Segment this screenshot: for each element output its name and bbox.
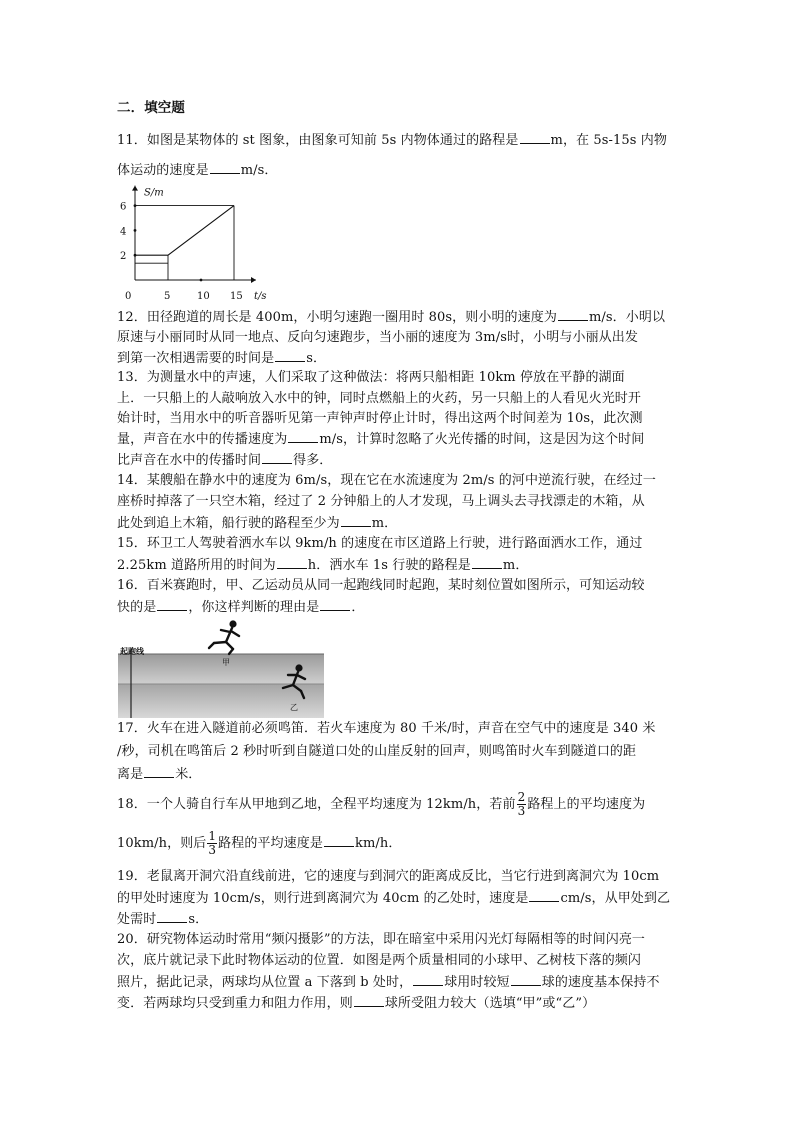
y-axis-label: S/m [144,187,164,199]
start-line-label: 起跑线 [120,646,144,656]
question-19-line-2 [117,889,670,908]
question-13-line-5 [117,451,332,470]
answer-blank[interactable] [210,161,240,174]
answer-blank[interactable] [354,994,384,1007]
q19-text: s． [188,912,209,927]
race-figure [118,618,324,718]
q20-text: 球所受阻力较大（选填“甲”或“乙”） [384,996,596,1011]
question-14-line-1: 14．某艘船在静水中的速度为 6m/s，现在它在水流速度为 2m/s 的河中逆流行驶，在经过一 [117,473,656,488]
question-20-line-4 [117,994,595,1013]
question-18-line-1 [117,791,645,819]
question-13-line-4 [117,430,644,449]
y-axis-arrow-icon [132,186,138,191]
q13-text: m/s，计算时忽略了火光传播的时间，这是因为这个时间 [319,432,645,447]
answer-blank[interactable] [472,556,502,569]
x-axis-label: t/s [254,291,267,302]
answer-blank[interactable] [277,556,307,569]
fraction-numerator: 1 [208,829,217,843]
question-20-line-1: 20．研究物体运动时常用“频闪摄影”的方法，即在暗室中采用闪光灯每隔相等的时间闪亮一 [117,932,646,947]
answer-blank[interactable] [529,889,559,902]
question-12-line-3 [117,349,326,368]
x-tick-label: 10 [197,291,210,302]
answer-blank[interactable] [157,598,187,611]
answer-blank[interactable] [262,451,292,464]
answer-blank[interactable] [320,598,350,611]
question-19-line-1: 19．老鼠离开洞穴沿直线前进，它的速度与到洞穴的距离成反比，当它行进到离洞穴为 10cm [117,869,660,884]
question-14-line-3 [117,514,397,533]
q20-text: 照片，据此记录，两球均从位置 a 下落到 b 处时， [117,975,413,990]
runner-jia-label: 甲 [222,658,230,667]
question-13-line-1: 13．为测量水中的声速，人们采取了这种做法：将两只船相距 10km 停放在平静的湖面 [117,370,625,385]
q20-text: 球用时较短 [444,975,510,990]
x-tick-label: 5 [164,291,171,302]
x-tick-dot [200,279,203,282]
section-title: 二．填空题 [117,100,185,116]
y-tick-label: 4 [120,226,127,238]
question-15-line-1: 15．环卫工人驾驶着洒水车以 9km/h 的速度在市区道路上行驶，进行路面洒水工作，通过 [117,536,643,551]
question-17-line-2: /秒，司机在鸣笛后 2 秒时听到自隧道口处的山崖反射的回声，则鸣笛时火车到隧道口的距 [117,744,637,759]
st-graph [115,180,275,305]
q12-text: s． [306,351,327,366]
x-axis-arrow-icon [251,277,256,283]
q19-text: cm/s，从甲处到乙 [560,891,671,906]
q15-text: 2.25km 道路所用的时间为 [117,558,276,573]
q15-text: m． [502,558,529,573]
answer-blank[interactable] [341,514,371,527]
fraction-two-thirds [517,791,527,818]
answer-blank[interactable] [288,430,318,443]
fraction-one-third [207,830,217,857]
question-16-line-2 [117,598,364,617]
answer-blank[interactable] [275,349,305,362]
q14-text: m． [371,516,398,531]
q11-text-b: m，在 5s-15s 内物 [550,133,667,148]
answer-blank[interactable] [520,131,550,144]
q17-text: 离是 [117,767,144,782]
question-12-line-1 [117,308,665,327]
answer-blank[interactable] [511,973,541,986]
q13-text: 量，声音在水中的传播速度为 [117,432,288,447]
q18-text: 路程上的平均速度为 [527,797,646,812]
question-20-line-2: 次，底片就记录下此时物体运动的位置．如图是两个质量相同的小球甲、乙树枝下落的频闪 [117,953,642,968]
x-tick-label: 0 [125,291,132,302]
q18-text: 18．一个人骑自行车从甲地到乙地，全程平均速度为 12km/h，若前 [117,797,516,812]
q11-text-c: 体运动的速度是 [117,163,209,178]
question-20-line-3 [117,973,660,992]
q19-text: 处需时 [117,912,157,927]
question-16-line-1: 16．百米赛跑时，甲、乙运动员从同一起跑线同时起跑，某时刻位置如图所示，可知运动较 [117,578,645,593]
fraction-numerator: 2 [517,790,526,804]
answer-blank[interactable] [324,834,354,847]
question-17-line-3 [117,765,201,784]
q12-text: 12．田径跑道的周长是 400m，小明匀速跑一圈用时 80s，则小明的速度为 [117,310,557,325]
q14-text: 此处到追上木箱，船行驶的路程至少为 [117,516,340,531]
q18-text: km/h． [354,836,402,851]
question-13-line-3: 始计时，当用水中的听音器听见第一声钟声时停止计时，得出这两个时间差为 10s，此次测 [117,411,643,426]
lane-1 [118,654,324,684]
answer-blank[interactable] [413,973,443,986]
answer-blank[interactable] [558,308,588,321]
runner-yi-label: 乙 [290,703,298,712]
q12-text: m/s．小明以 [588,310,666,325]
question-14-line-2: 座桥时掉落了一只空木箱，经过了 2 分钟船上的人才发现，马上调头去寻找漂走的木箱，从 [117,494,645,509]
q13-text: 比声音在水中的传播时间 [117,453,262,468]
answer-blank[interactable] [157,910,187,923]
q13-text: 得多． [293,453,333,468]
question-15-line-2 [117,556,528,575]
answer-blank[interactable] [144,765,174,778]
q20-text: 球的速度基本保持不 [541,975,660,990]
question-18-line-2 [117,830,401,858]
q16-text: ． [351,600,365,615]
runner-jia-icon [209,620,239,654]
q18-text: 路程的平均速度是 [218,836,323,851]
y-tick-label: 6 [120,201,127,213]
y-tick-label: 2 [120,251,127,263]
q12-text: 到第一次相遇需要的时间是 [117,351,275,366]
y-tick-dot [134,229,137,232]
q15-text: h．洒水车 1s 行驶的路程是 [307,558,471,573]
q19-text: 的甲处时速度为 10cm/s，则行进到离洞穴为 40cm 的乙处时，速度是 [117,891,529,906]
series-line-st [135,206,234,256]
q18-text: 10km/h，则后 [117,836,207,851]
question-13-line-2: 上．一只船上的人敲响放入水中的钟，同时点燃船上的火药，另一只船上的人看见火光时开 [117,391,642,406]
question-19-line-3 [117,910,208,929]
q20-text: 变．若两球均只受到重力和阻力作用，则 [117,996,353,1011]
question-11-line-2 [117,161,277,180]
lane-2 [118,684,324,718]
x-tick-label: 15 [230,291,243,302]
q16-text: ，你这样判断的理由是 [188,600,320,615]
q11-text-d: m/s． [240,163,278,178]
question-17-line-1: 17．火车在进入隧道前必须鸣笛．若火车速度为 80 千米/时，声音在空气中的速度是 340 米 [117,721,656,736]
q17-text: 米． [175,767,202,782]
q16-text: 快的是 [117,600,157,615]
fraction-denominator: 3 [208,843,217,857]
question-12-line-2: 原速与小丽同时从同一地点、反向匀速跑步，当小丽的速度为 3m/s时，小明与小丽从出发 [117,330,638,345]
q11-text-a: 11．如图是某物体的 st 图象，由图象可知前 5s 内物体通过的路程是 [117,133,519,148]
question-11-line-1 [117,131,667,150]
fraction-denominator: 3 [517,804,526,818]
